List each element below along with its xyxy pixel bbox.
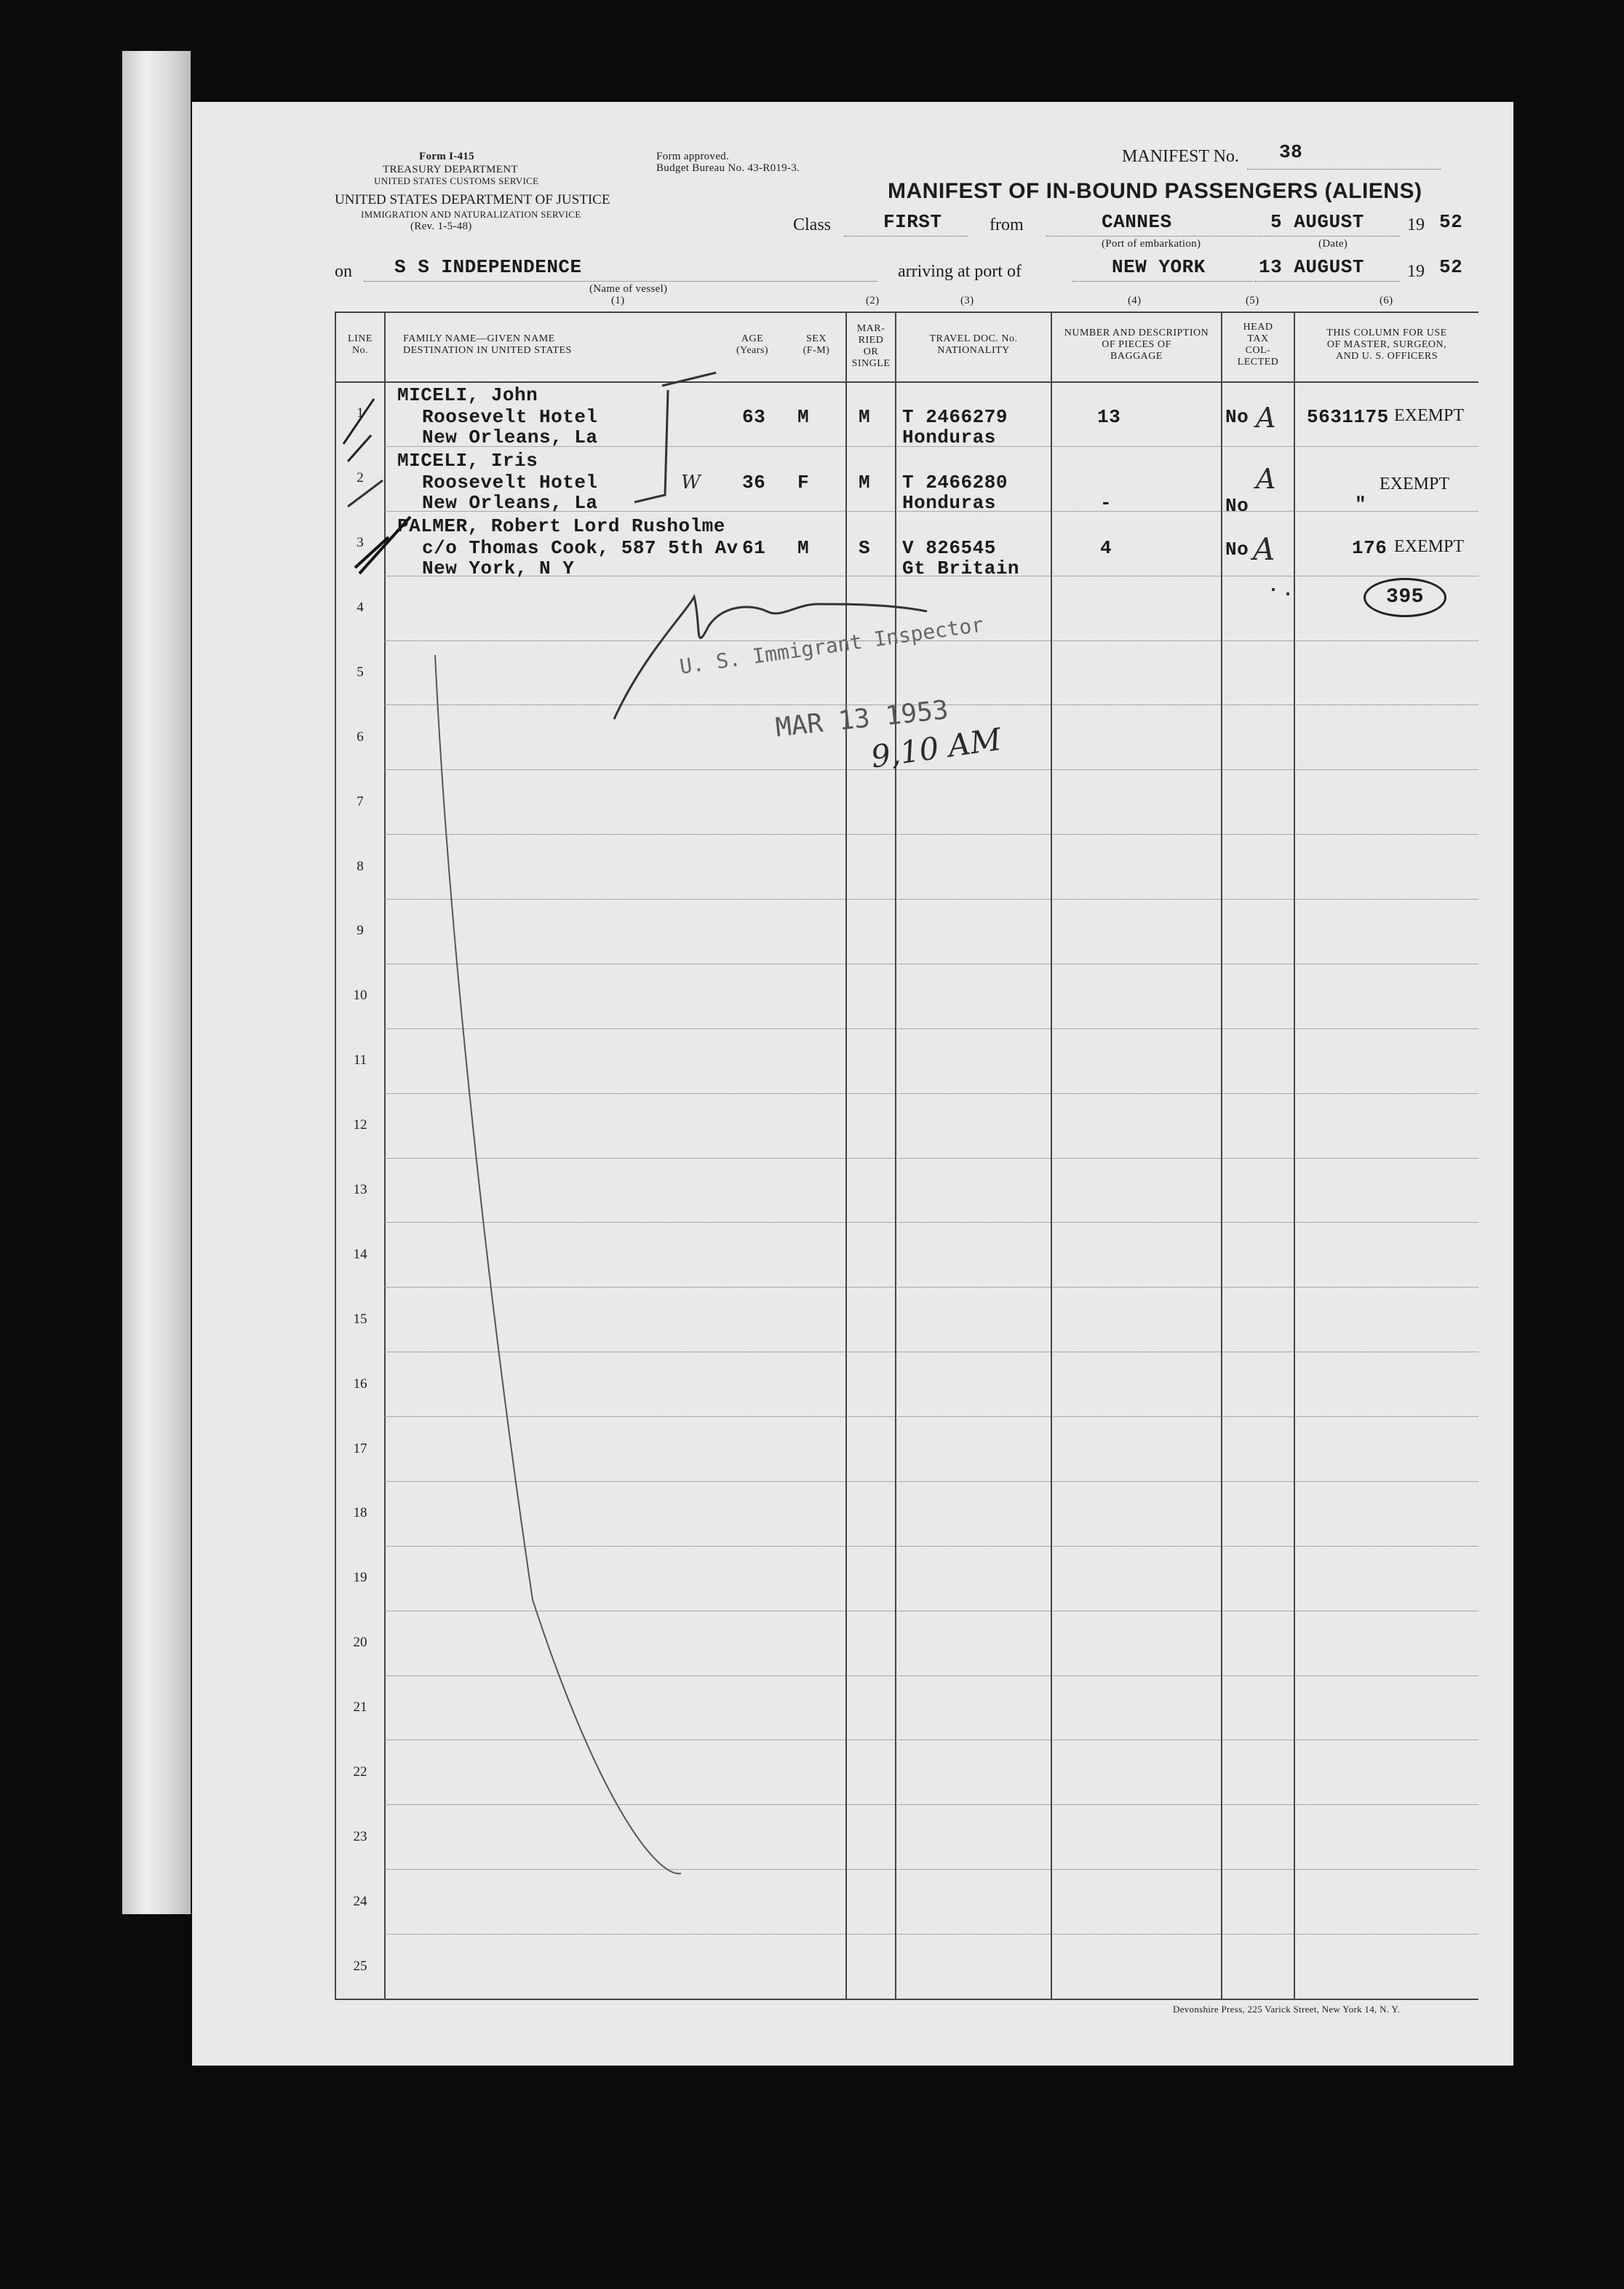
manifest-page (192, 102, 1513, 2066)
passenger-nationality: Honduras (902, 492, 996, 514)
manifest-number: 38 (1279, 141, 1303, 163)
passenger-doc: V 826545 (902, 537, 996, 559)
margin-mark: W (681, 472, 701, 493)
col-number-4: (4) (1128, 295, 1142, 306)
passenger-head-tax: No (1225, 406, 1249, 428)
from-label: from (990, 215, 1024, 234)
manifest-title: MANIFEST OF IN-BOUND PASSENGERS (ALIENS) (888, 179, 1422, 203)
passenger-married: S (859, 537, 871, 559)
head-tax-mark: A (1256, 463, 1276, 495)
passenger-married: M (859, 406, 871, 428)
header-officers: THIS COLUMN FOR USE OF MASTER, SURGEON, AND U. S. OFFICERS (1326, 328, 1447, 362)
header-age: AGE (Years) (736, 333, 769, 356)
passenger-doc: T 2466280 (902, 472, 1008, 493)
passenger-dest-2: New Orleans, La (422, 427, 598, 448)
line-number: 22 (353, 1764, 367, 1780)
pencil-line (435, 655, 681, 1873)
line-number: 14 (353, 1246, 367, 1262)
line-number: 3 (357, 535, 364, 551)
on-label: on (335, 262, 352, 281)
manifest-label: MANIFEST No. (1122, 147, 1239, 166)
pencil-marks (192, 102, 1513, 2066)
class-label: Class (793, 215, 832, 234)
line-number: 16 (353, 1376, 367, 1392)
officer-number: 5631175 (1307, 406, 1389, 428)
officer-note: EXEMPT (1394, 406, 1464, 425)
ins-service: IMMIGRATION AND NATURALIZATION SERVICE (361, 209, 581, 220)
stamp-time: 9,10 AM (869, 721, 1004, 775)
head-tax-mark: A (1253, 531, 1275, 567)
inspector-stamp: U. S. Immigrant Inspector (678, 612, 985, 679)
line-number: 9 (357, 923, 364, 939)
check-mark (343, 399, 374, 461)
treasury-dept: TREASURY DEPARTMENT (383, 164, 518, 175)
passenger-name: PALMER, Robert Lord Rusholme (397, 515, 725, 537)
passenger-dest-1: Roosevelt Hotel (422, 472, 598, 493)
passenger-sex: F (797, 472, 810, 493)
passenger-name: MICELI, Iris (397, 450, 538, 472)
line-number: 4 (357, 600, 364, 616)
header-name: FAMILY NAME—GIVEN NAME DESTINATION IN UNITED STATES (403, 333, 572, 356)
header-married: MAR- RIED OR SINGLE (851, 323, 891, 369)
line-number: 1 (357, 405, 364, 421)
line-number: 25 (353, 1958, 367, 1974)
line-number: 8 (357, 858, 364, 874)
line-number: 10 (353, 988, 367, 1004)
line-number: 5 (357, 664, 364, 680)
arrival-port: NEW YORK (1112, 256, 1206, 278)
stamp-date: MAR 13 1953 (774, 695, 950, 743)
passenger-dest-2: New Orleans, La (422, 492, 598, 514)
line-number: 12 (353, 1117, 367, 1133)
head-tax-mark: A (1256, 402, 1276, 434)
passenger-nationality: Honduras (902, 427, 996, 448)
budget-bureau: Budget Bureau No. 43-R019-3. (656, 162, 800, 174)
header-travel-doc: TRAVEL DOC. No. NATIONALITY (929, 333, 1018, 356)
passenger-dest-1: Roosevelt Hotel (422, 406, 598, 428)
col-number-1: (1) (611, 295, 625, 306)
line-number: 19 (353, 1570, 367, 1586)
vessel-caption: (Name of vessel) (589, 283, 668, 295)
officer-number: 176 (1352, 537, 1388, 559)
passenger-baggage: 13 (1097, 406, 1121, 428)
line-number: 13 (353, 1182, 367, 1197)
dots (1272, 590, 1289, 594)
embarkation-date: 5 AUGUST (1270, 211, 1364, 233)
passenger-head-tax: No (1225, 495, 1249, 517)
passenger-dest-1: c/o Thomas Cook, 587 5th Av (422, 537, 739, 559)
line-number: 23 (353, 1828, 367, 1844)
check-mark (355, 517, 410, 574)
header-line-no: LINE No. (348, 333, 373, 356)
col-number-2: (2) (866, 295, 880, 306)
line-number: 24 (353, 1893, 367, 1909)
passenger-dest-2: New York, N Y (422, 558, 575, 579)
circled-number: 395 (1364, 578, 1446, 617)
form-number: Form I-415 (419, 151, 474, 162)
passenger-age: 61 (742, 537, 766, 559)
arrival-year-prefix: 19 (1407, 262, 1425, 281)
passenger-baggage: 4 (1100, 537, 1112, 559)
form-approved: Form approved. (656, 151, 730, 162)
header-sex: SEX (F-M) (803, 333, 830, 356)
col-number-5: (5) (1246, 295, 1259, 306)
line-number: 21 (353, 1699, 367, 1715)
officer-note: EXEMPT (1380, 475, 1449, 493)
line-number: 11 (353, 1052, 367, 1068)
date-caption: (Date) (1318, 238, 1348, 250)
passenger-married: M (859, 472, 871, 493)
embarkation-port: CANNES (1102, 211, 1172, 233)
passenger-age: 36 (742, 472, 766, 493)
embarkation-year: 52 (1439, 211, 1463, 233)
passenger-baggage: - (1100, 492, 1112, 514)
embarkation-caption: (Port of embarkation) (1102, 238, 1201, 250)
officer-number: " (1355, 493, 1367, 515)
col-number-6: (6) (1380, 295, 1393, 306)
bracket-mark (634, 373, 716, 502)
customs-service: UNITED STATES CUSTOMS SERVICE (374, 175, 539, 186)
line-number: 6 (357, 729, 364, 745)
passenger-sex: M (797, 406, 810, 428)
printer-imprint: Devonshire Press, 225 Varick Street, New York 14, N. Y. (1173, 2004, 1400, 2015)
vessel-name: S S INDEPENDENCE (394, 256, 582, 278)
year-prefix: 19 (1407, 215, 1425, 234)
header-head-tax: HEAD TAX COL- LECTED (1237, 322, 1279, 368)
line-number: 18 (353, 1505, 367, 1521)
binding-tape (122, 51, 191, 1914)
officer-note: EXEMPT (1394, 537, 1464, 556)
line-number: 20 (353, 1635, 367, 1651)
line-number: 15 (353, 1311, 367, 1327)
col-number-3: (3) (960, 295, 974, 306)
passenger-doc: T 2466279 (902, 406, 1008, 428)
arrival-year: 52 (1439, 256, 1463, 278)
line-number: 7 (357, 793, 364, 809)
justice-dept: UNITED STATES DEPARTMENT OF JUSTICE (335, 192, 610, 207)
line-number: 17 (353, 1440, 367, 1456)
passenger-nationality: Gt Britain (902, 558, 1020, 579)
header-baggage: NUMBER AND DESCRIPTION OF PIECES OF BAGGAGE (1064, 328, 1209, 362)
passenger-age: 63 (742, 406, 766, 428)
revision: (Rev. 1-5-48) (410, 221, 472, 232)
class-value: FIRST (883, 211, 942, 233)
line-number: 2 (357, 470, 364, 486)
check-mark (348, 480, 383, 507)
passenger-sex: M (797, 537, 810, 559)
passenger-head-tax: No (1225, 539, 1249, 560)
arrival-date: 13 AUGUST (1259, 256, 1364, 278)
passenger-name: MICELI, John (397, 384, 538, 406)
arriving-label: arriving at port of (898, 262, 1022, 281)
